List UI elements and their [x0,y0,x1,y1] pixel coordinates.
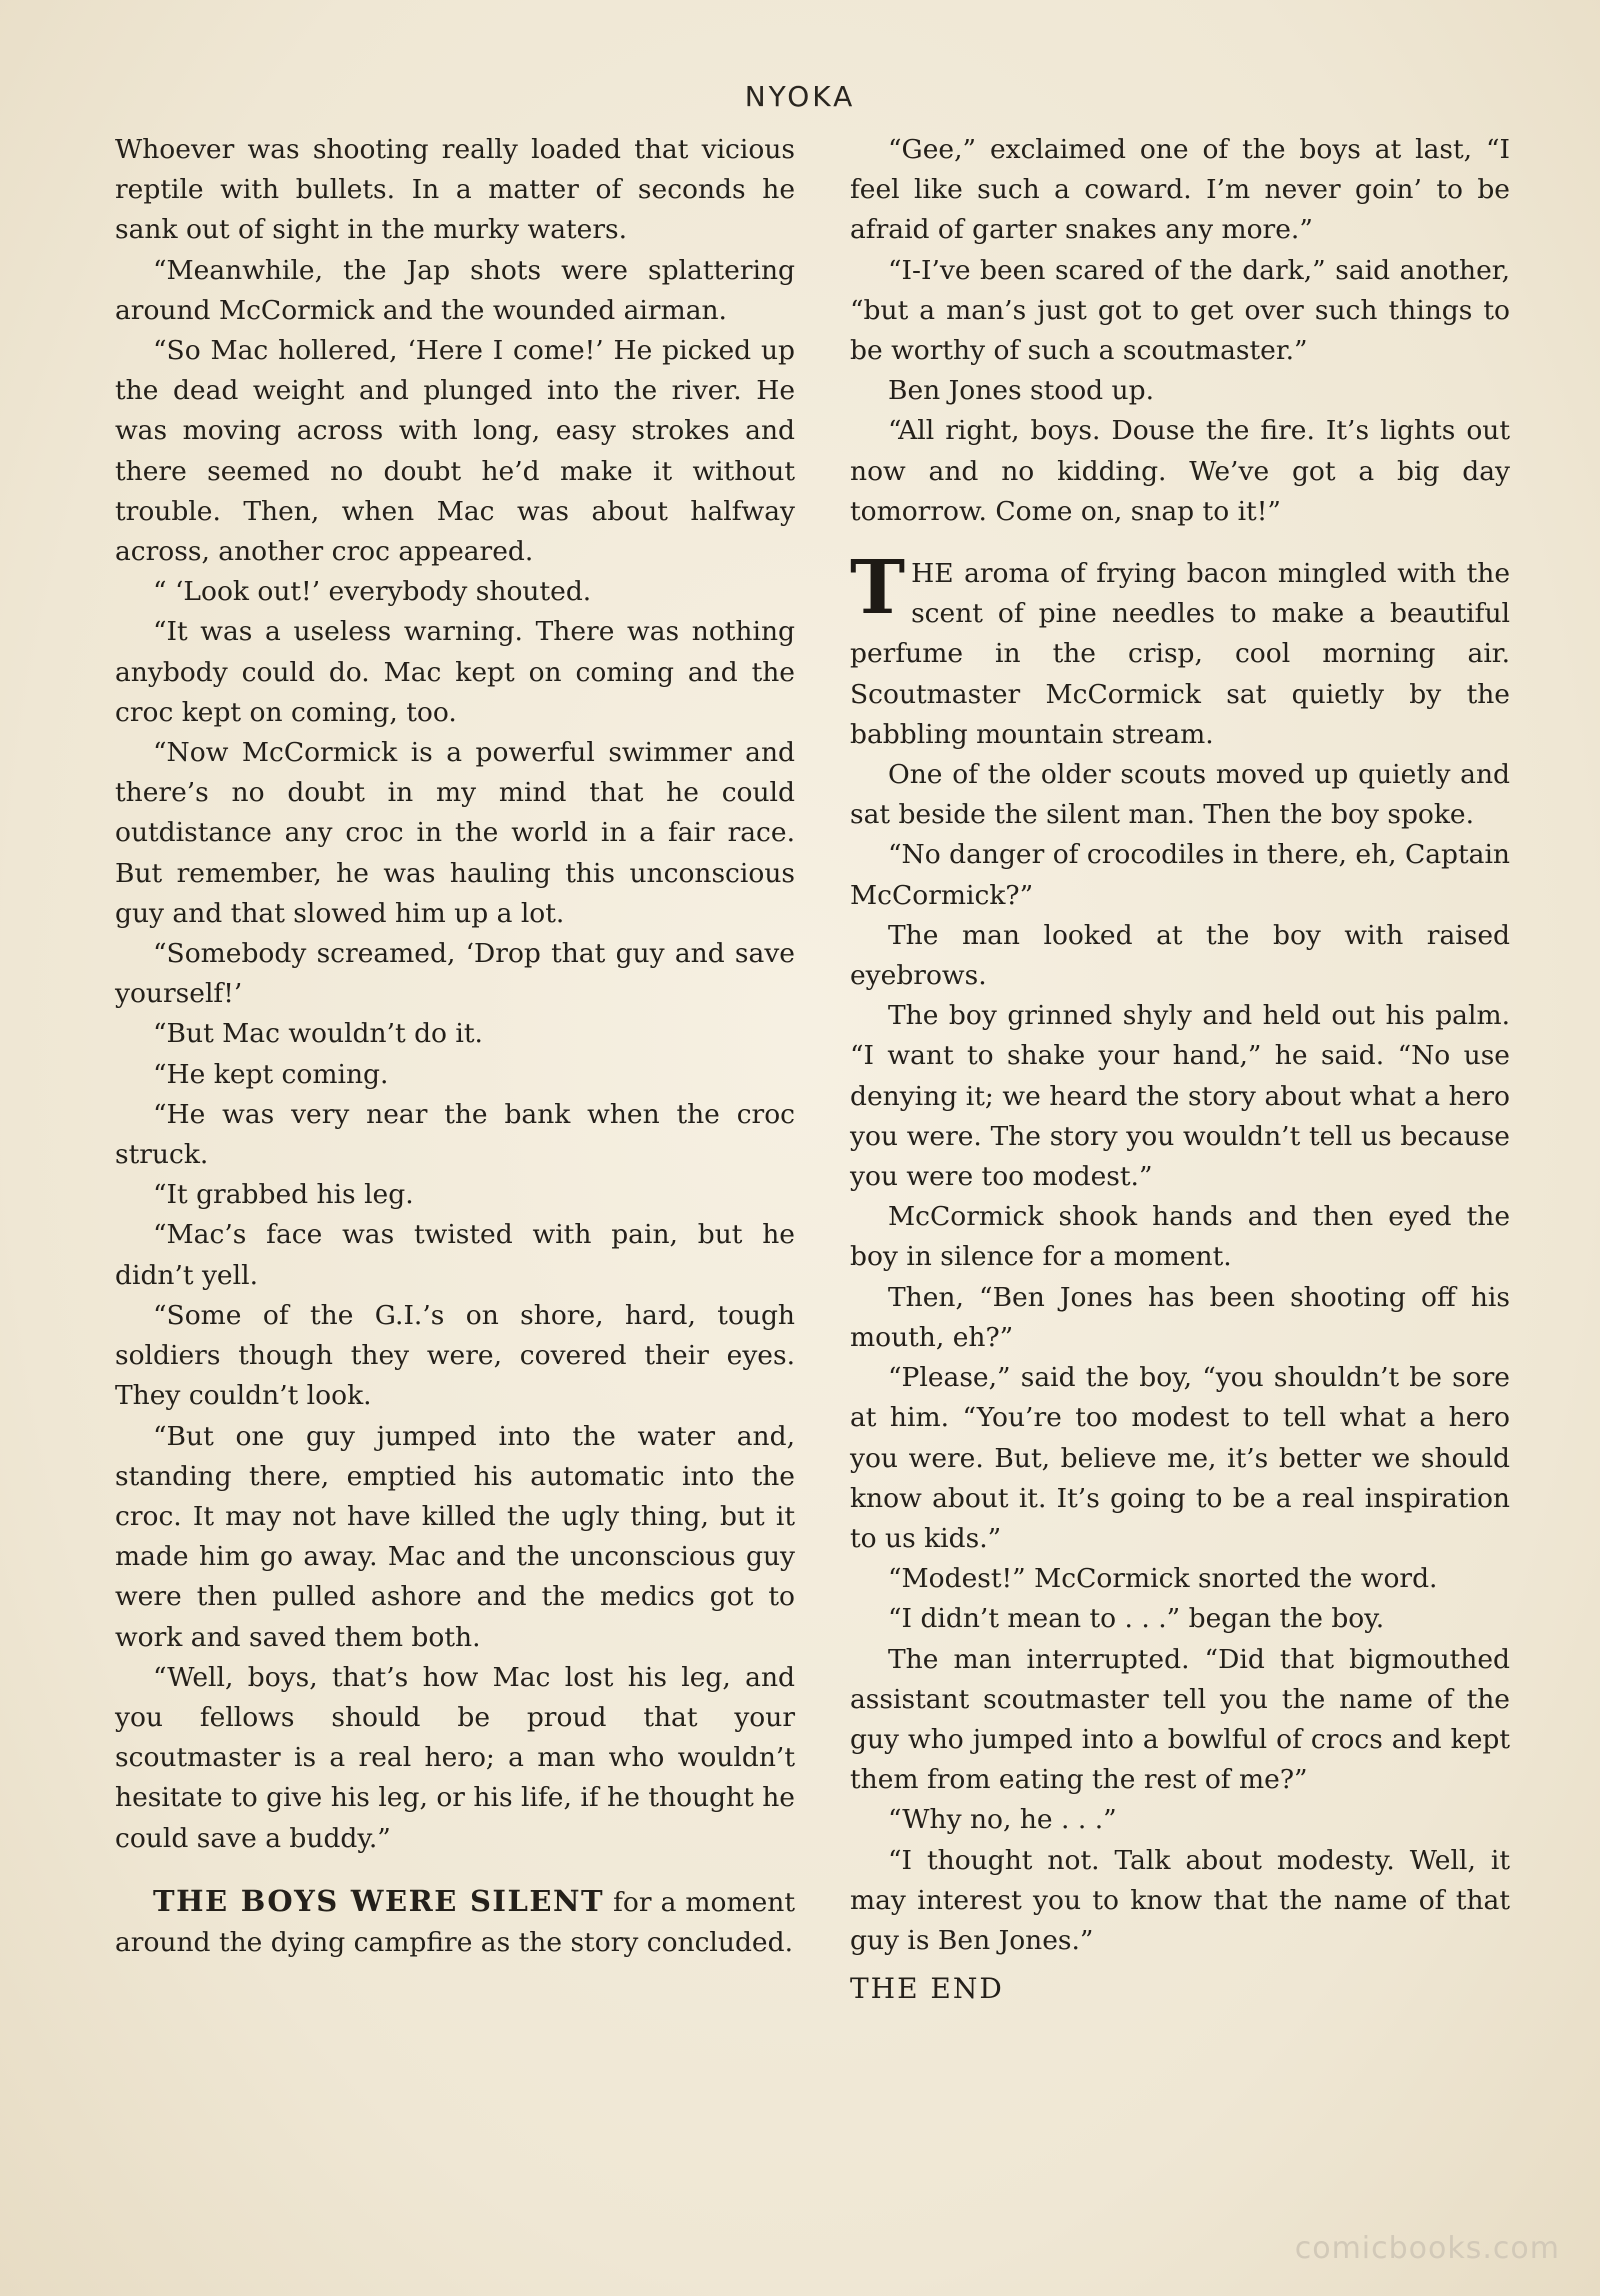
left-column [115,130,795,1963]
paragraph: “I-I’ve been scared of the dark,” said another, “but a man’s just got to get over such things to be worthy of such a scoutmaster.” [850,254,1510,367]
paragraph: The man interrupted. “Did that bigmouthed assistant scoutmaster tell you the name of the guy who jumped into a bowlful of crocs and kept them from eating the rest of me?” [850,1643,1510,1796]
paragraph: The man looked at the boy with raised eyebrows. [850,919,1510,992]
paragraph: “It grabbed his leg. [153,1179,414,1211]
paragraph: “Well, boys, that’s how Mac lost his leg, and you fellows should be proud that your scoutmaster is a real hero; a man who wouldn’t hesitate to give his leg, or his life, if he thought he could save a buddy.” [115,1661,795,1854]
paragraph: McCormick shook hands and then eyed the boy in silence for a moment. [850,1201,1510,1273]
paragraph: “It was a useless warning. There was nothing anybody could do. Mac kept on coming and the croc kept on coming, too. [115,616,795,728]
paragraph: “ ‘Look out!’ everybody shouted. [153,576,592,608]
paragraph: “Now McCormick is a powerful swimmer and there’s no doubt in my mind that he could outdistance any croc in the world in a fair race. But remember, he was hauling this unconscious guy and that slowed him up a lot. [115,737,795,929]
section-closing-paragraph [115,1881,795,1963]
paragraph: One of the older scouts moved up quietly and sat beside the silent man. Then the boy spoke. [850,759,1510,831]
paragraph: “Some of the G.I.’s on shore, hard, tough soldiers though they were, covered their eyes. They couldn’t look. [115,1299,795,1412]
paragraph: “I didn’t mean to . . .” began the boy. [888,1603,1385,1635]
paragraph: “Mac’s face was twisted with pain, but he didn’t yell. [115,1219,795,1291]
section-closing-text: for a moment around the dying campfire as the story concluded. [115,1886,795,1958]
paragraph: “Modest!” McCormick snorted the word. [888,1563,1438,1595]
paragraph: The boy grinned shyly and held out his palm. “I want to shake your hand,” he said. “No use denying it; we heard the story about what a hero you were. The story you wouldn’t tell us because you were too modest.” [850,1000,1510,1193]
paragraph: Whoever was shooting really loaded that vicious reptile with bullets. In a matter of seconds he sank out of sight in the murky waters. [115,134,795,246]
paragraph: “He kept coming. [153,1058,389,1090]
the-end-label: THE END [850,1972,1004,2006]
paragraph: “So Mac hollered, ‘Here I come!’ He picked up the dead weight and plunged into the river. He was moving across with long, easy strokes and there seemed no doubt he’d make it without trouble. Then, when Mac was about halfway across, another croc appeared. [115,335,795,568]
drop-cap: T [850,545,906,632]
paragraph: “But Mac wouldn’t do it. [153,1018,483,1050]
paragraph: “Meanwhile, the Jap shots were splattering around McCormick and the wounded airman. [115,254,795,326]
page-title: NYOKA [744,80,856,113]
paragraph: “Somebody screamed, ‘Drop that guy and save yourself!’ [115,938,795,1010]
paragraph: “All right, boys. Douse the fire. It’s lights out now and no kidding. We’ve got a big day tomorrow. Come on, snap to it!” [850,415,1510,527]
paragraph: Ben Jones stood up. [888,375,1154,407]
section-opening-paragraph [850,545,1510,755]
paragraph: “Why no, he . . .” [888,1804,1117,1836]
paragraph: “Please,” said the boy, “you shouldn’t be sore at him. “You’re too modest to tell what a hero you were. But, believe me, it’s better we should know about it. It’s going to be a real inspiration to us kids.” [850,1362,1510,1554]
watermark: comicbooks.com [1294,2231,1560,2266]
paragraph: “I thought not. Talk about modesty. Well, it may interest you to know that the name of that guy is Ben Jones.” [850,1844,1510,1956]
right-column [850,130,1510,2009]
paragraph: “Gee,” exclaimed one of the boys at last, “I feel like such a coward. I’m never goin’ to be afraid of garter snakes any more.” [850,134,1510,246]
paragraph: Then, “Ben Jones has been shooting off his mouth, eh?” [850,1281,1510,1353]
paragraph: “But one guy jumped into the water and, standing there, emptied his automatic into the croc. It may not have killed the ugly thing, but it made him go away. Mac and the unconscious guy were then pulled ashore and the medics got to work and saved them both. [115,1420,795,1653]
section-opening-text: HE aroma of frying bacon mingled with the scent of pine needles to make a beautiful perfume in the crisp, cool morning air. Scoutmaster McCormick sat quietly by the babbling mountain stream. [850,558,1510,750]
paragraph: “He was very near the bank when the croc struck. [115,1098,795,1171]
paragraph: “No danger of crocodiles in there, eh, Captain McCormick?” [850,839,1510,911]
section-lead-in: THE BOYS WERE SILENT [153,1883,605,1918]
